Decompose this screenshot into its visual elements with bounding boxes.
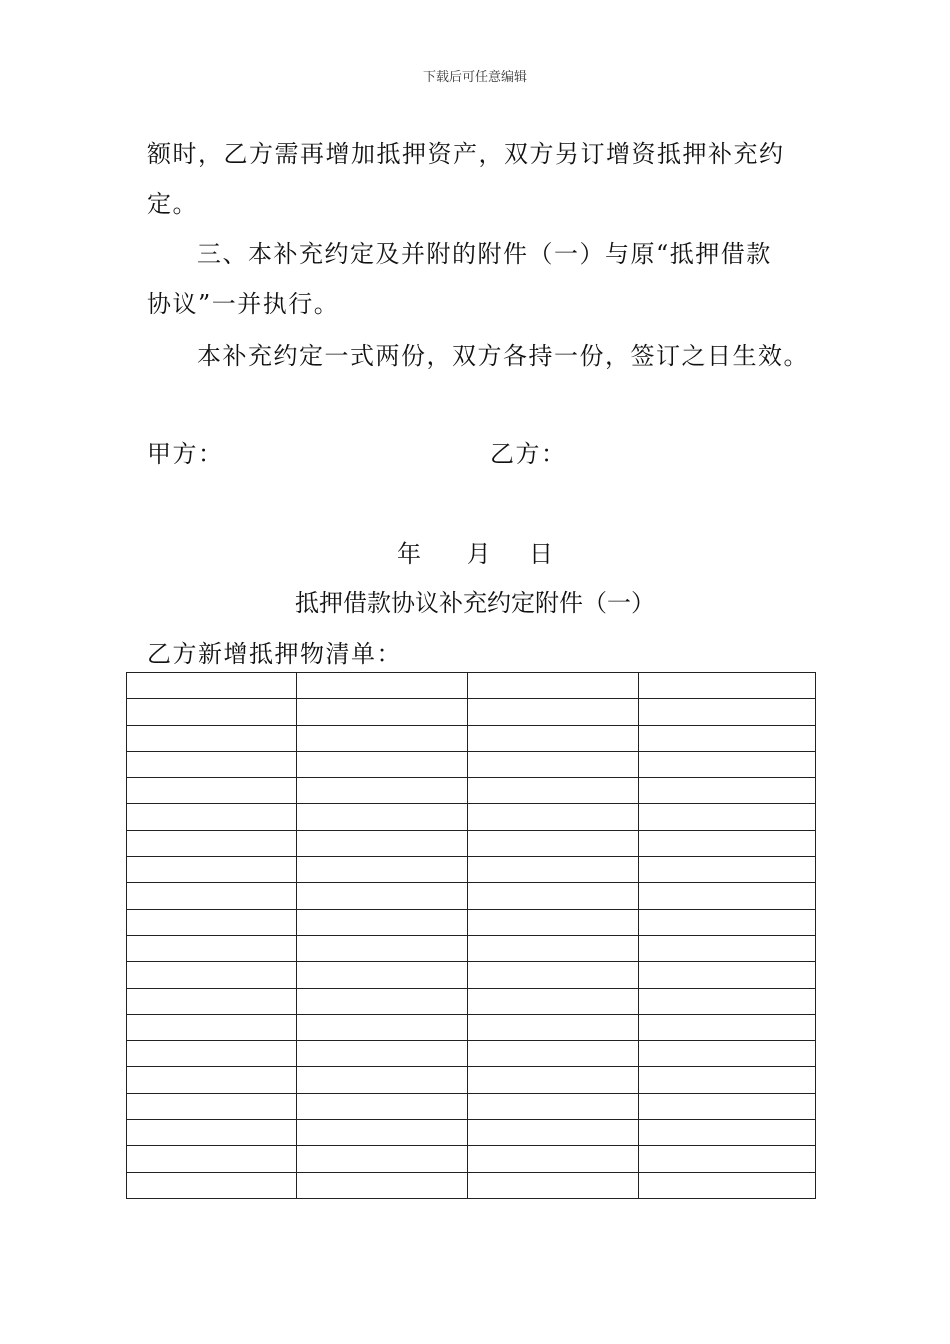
party-a-label: 甲方： xyxy=(147,440,224,468)
collateral-list-label: 乙方新增抵押物清单： xyxy=(147,640,402,668)
attachment-title: 抵押借款协议补充约定附件（一） xyxy=(295,589,655,617)
table-cell xyxy=(127,673,297,699)
table-cell xyxy=(468,962,639,988)
table-cell xyxy=(639,962,816,988)
table-cell xyxy=(127,857,297,883)
table-cell xyxy=(297,778,468,804)
table-row xyxy=(127,883,816,909)
table-cell xyxy=(639,1172,816,1198)
table-cell xyxy=(297,699,468,725)
table-cell xyxy=(127,935,297,961)
table-cell xyxy=(468,1120,639,1146)
table-cell xyxy=(297,962,468,988)
table-row xyxy=(127,804,816,830)
paragraph-line-2: 定。 xyxy=(147,190,198,218)
table-cell xyxy=(297,1146,468,1172)
table-cell xyxy=(127,1093,297,1119)
table-cell xyxy=(127,883,297,909)
table-cell xyxy=(297,935,468,961)
table-row xyxy=(127,1093,816,1119)
table-cell xyxy=(468,751,639,777)
table-cell xyxy=(468,1014,639,1040)
party-b-label: 乙方： xyxy=(490,440,567,468)
table-row xyxy=(127,962,816,988)
table-cell xyxy=(468,857,639,883)
page-header-note: 下载后可任意编辑 xyxy=(422,70,527,85)
table-row xyxy=(127,1172,816,1198)
table-cell xyxy=(297,1093,468,1119)
table-cell xyxy=(639,883,816,909)
table-cell xyxy=(127,909,297,935)
table-cell xyxy=(639,1041,816,1067)
table-cell xyxy=(468,804,639,830)
table-cell xyxy=(468,1172,639,1198)
table-cell xyxy=(639,1093,816,1119)
table-cell xyxy=(127,830,297,856)
table-cell xyxy=(127,1120,297,1146)
table-cell xyxy=(297,804,468,830)
table-row xyxy=(127,1014,816,1040)
table-cell xyxy=(297,1014,468,1040)
table-cell xyxy=(639,988,816,1014)
table-cell xyxy=(297,751,468,777)
table-cell xyxy=(127,1146,297,1172)
table-row xyxy=(127,830,816,856)
table-cell xyxy=(297,883,468,909)
paragraph-line-1: 额时，乙方需再增加抵押资产，双方另订增资抵押补充约 xyxy=(147,140,785,168)
table-cell xyxy=(468,1041,639,1067)
table-cell xyxy=(639,830,816,856)
table-cell xyxy=(297,1120,468,1146)
table-cell xyxy=(127,988,297,1014)
table-cell xyxy=(639,673,816,699)
table-cell xyxy=(127,1041,297,1067)
table-cell xyxy=(468,830,639,856)
table-cell xyxy=(127,699,297,725)
paragraph-line-5: 本补充约定一式两份，双方各持一份，签订之日生效。 xyxy=(197,342,809,370)
paragraph-line-4: 协议”一并执行。 xyxy=(147,290,340,318)
table-cell xyxy=(297,1172,468,1198)
table-cell xyxy=(639,1120,816,1146)
table-cell xyxy=(127,1067,297,1093)
table-cell xyxy=(639,804,816,830)
table-row xyxy=(127,778,816,804)
table-row xyxy=(127,751,816,777)
table-cell xyxy=(127,751,297,777)
table-cell xyxy=(468,778,639,804)
table-row xyxy=(127,1041,816,1067)
table-cell xyxy=(639,1146,816,1172)
table-cell xyxy=(639,778,816,804)
table-row xyxy=(127,1067,816,1093)
table-cell xyxy=(639,935,816,961)
table-cell xyxy=(468,909,639,935)
table-cell xyxy=(297,725,468,751)
table-row xyxy=(127,1146,816,1172)
table-cell xyxy=(297,1067,468,1093)
table-cell xyxy=(468,673,639,699)
table-row xyxy=(127,935,816,961)
table-cell xyxy=(297,857,468,883)
table-cell xyxy=(468,883,639,909)
table-row xyxy=(127,699,816,725)
paragraph-line-3: 三、本补充约定及并附的附件（一）与原“抵押借款 xyxy=(197,240,772,268)
table-cell xyxy=(639,699,816,725)
table-cell xyxy=(468,699,639,725)
table-cell xyxy=(297,909,468,935)
table-cell xyxy=(639,1014,816,1040)
signature-date: 年 月 日 xyxy=(397,540,553,568)
table-cell xyxy=(639,1067,816,1093)
table-cell xyxy=(468,725,639,751)
table-cell xyxy=(127,1172,297,1198)
table-cell xyxy=(468,1146,639,1172)
table-cell xyxy=(127,804,297,830)
table-cell xyxy=(639,751,816,777)
table-cell xyxy=(468,935,639,961)
table-row xyxy=(127,909,816,935)
table-cell xyxy=(127,725,297,751)
table-cell xyxy=(468,1067,639,1093)
table-cell xyxy=(297,988,468,1014)
table-cell xyxy=(468,1093,639,1119)
table-row xyxy=(127,988,816,1014)
table-cell xyxy=(127,962,297,988)
collateral-list-table xyxy=(126,672,816,1199)
table-row xyxy=(127,1120,816,1146)
table-row xyxy=(127,725,816,751)
table-cell xyxy=(127,778,297,804)
table-cell xyxy=(297,830,468,856)
table-cell xyxy=(297,673,468,699)
table-cell xyxy=(639,909,816,935)
table-cell xyxy=(297,1041,468,1067)
table-cell xyxy=(127,1014,297,1040)
table-cell xyxy=(639,857,816,883)
table-cell xyxy=(639,725,816,751)
table-row xyxy=(127,857,816,883)
table-cell xyxy=(468,988,639,1014)
table-row xyxy=(127,673,816,699)
